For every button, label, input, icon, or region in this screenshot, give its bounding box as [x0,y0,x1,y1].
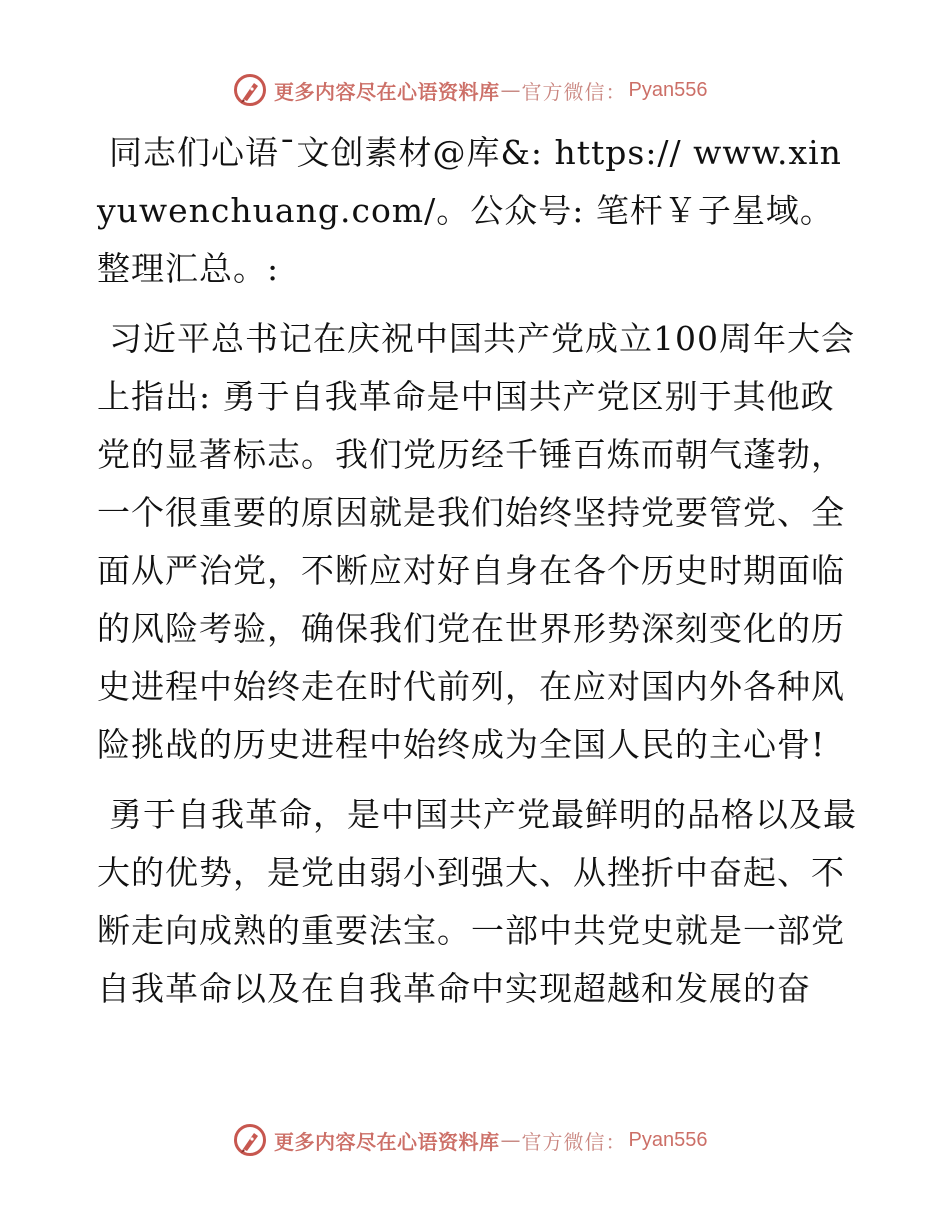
banner-wechat-id: Pyan556 [628,1128,708,1151]
paragraph-main: 习近平总书记在庆祝中国共产党成立100周年大会上指出: 勇于自我革命是中国共产党区别于其他政党的显著标志。我们党历经千锤百炼而朝气蓬勃，一个很重要的原因就是我们始终坚持党要管党、全面从严治党，不断应对好自身在各个历史时期面临的风险考验，确保我们党在世界形势深刻变化的历史进程中始终走在时代前列，在应对国内外各种风险挑战的历史进程中始终成为全国人民的主心骨! [97,319,855,764]
banner-title: 更多内容尽在心语资料库 [274,1129,500,1154]
banner-separator: — [500,1128,521,1152]
paragraph-continuation: 勇于自我革命，是中国共产党最鲜明的品格以及最大的优势，是党由弱小到强大、从挫折中奋起、不断走向成熟的重要法宝。一部中共党史就是一部党自我革命以及在自我革命中实现超越和发展的奋 [97,795,857,1008]
banner-title: 更多内容尽在心语资料库 [274,79,500,104]
pen-nib-logo-icon [232,1122,268,1158]
pen-nib-logo-icon [232,72,268,108]
banner-separator: — [500,78,521,102]
paragraph-intro: 同志们心语¯文创素材@库&: https:// www.xinyuwenchuang.com/。公众号: 笔杆￥子星域。整理汇总。: [97,133,842,288]
banner-wechat-label: 官方微信： [521,1129,627,1154]
header-banner [232,70,707,110]
footer-banner [232,1120,707,1160]
document-body [97,124,857,1030]
banner-wechat-id: Pyan556 [628,78,708,101]
banner-wechat-label: 官方微信： [521,79,627,104]
